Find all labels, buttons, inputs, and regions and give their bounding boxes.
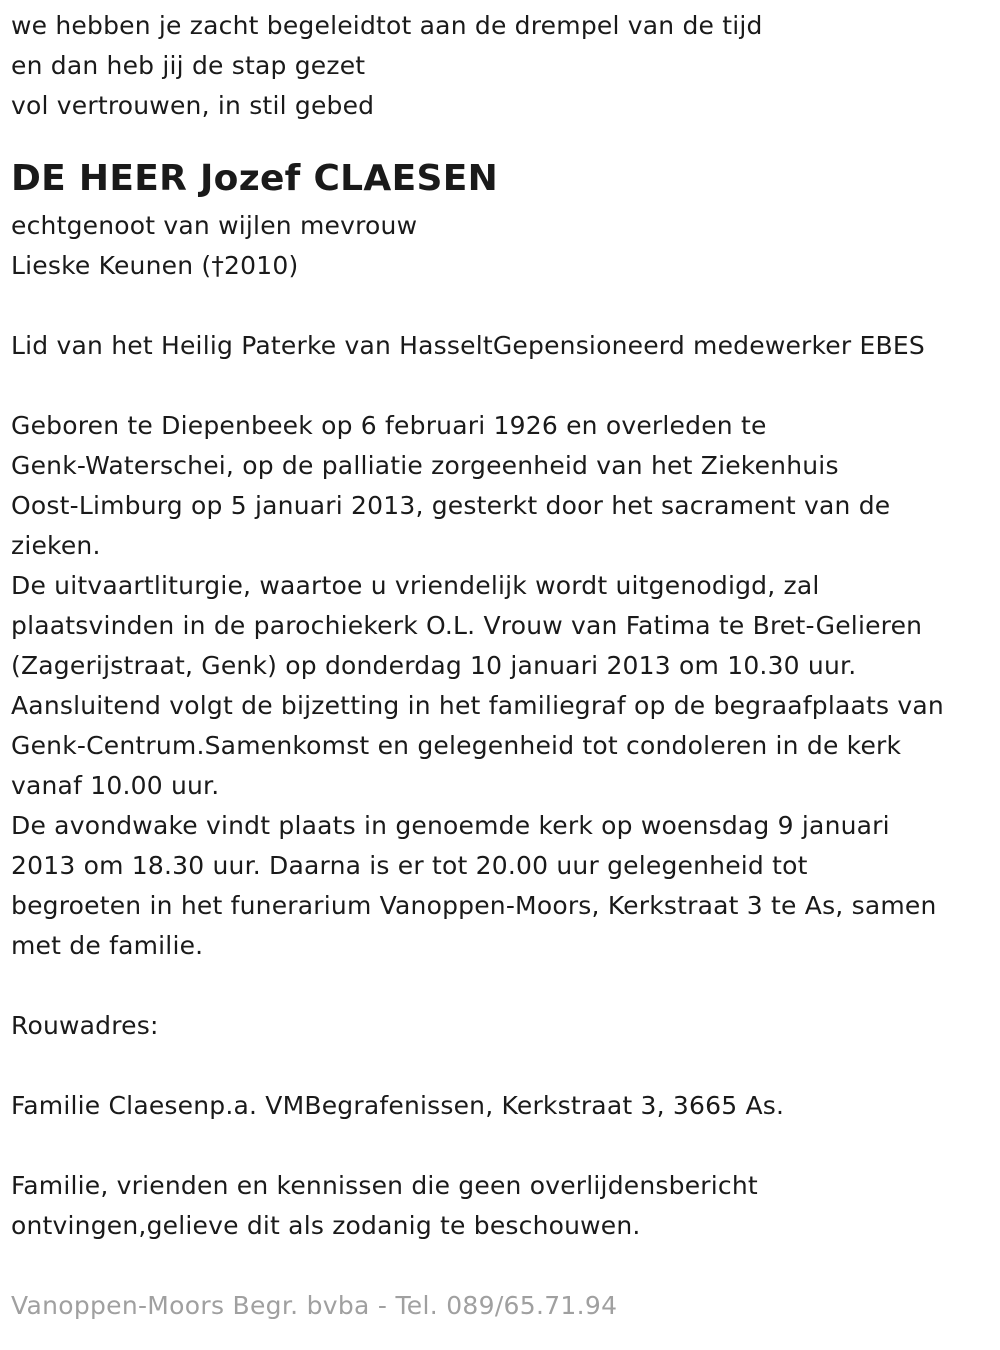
poem-line: we hebben je zacht begeleidtot aan de drempel van de tijd: [11, 11, 763, 40]
details-line: Oost-Limburg op 5 januari 2013, gesterkt door het sacrament van de: [11, 491, 891, 520]
address-label: Rouwadres:: [11, 1011, 159, 1040]
details-line: zieken.: [11, 531, 101, 560]
details-line: met de familie.: [11, 931, 204, 960]
poem: [11, 6, 996, 126]
poem-line: vol vertrouwen, in stil gebed: [11, 91, 375, 120]
details-line: begroeten in het funerarium Vanoppen-Moors, Kerkstraat 3 te As, samen: [11, 891, 937, 920]
poem-line: en dan heb jij de stap gezet: [11, 51, 366, 80]
mourning-address: Familie Claesenp.a. VMBegrafenissen, Kerkstraat 3, 3665 As.: [11, 1091, 785, 1120]
spouse-line: echtgenoot van wijlen mevrouw: [11, 211, 418, 240]
details-line: De uitvaartliturgie, waartoe u vriendelijk wordt uitgenodigd, zal: [11, 571, 820, 600]
notice-paragraph: [11, 1166, 996, 1246]
details-line: Aansluitend volgt de bijzetting in het familiegraf op de begraafplaats van: [11, 691, 944, 720]
notice-line: ontvingen,gelieve dit als zodanig te beschouwen.: [11, 1211, 641, 1240]
details-line: 2013 om 18.30 uur. Daarna is er tot 20.00 uur gelegenheid tot: [11, 851, 808, 880]
funeral-home-footer: Vanoppen-Moors Begr. bvba - Tel. 089/65.71.94: [11, 1291, 618, 1320]
details-paragraph: [11, 406, 996, 966]
details-line: Geboren te Diepenbeek op 6 februari 1926 en overleden te: [11, 411, 767, 440]
details-line: plaatsvinden in de parochiekerk O.L. Vrouw van Fatima te Bret-Gelieren: [11, 611, 923, 640]
deceased-name: DE HEER Jozef CLAESEN: [11, 158, 499, 199]
details-line: (Zagerijstraat, Genk) op donderdag 10 januari 2013 om 10.30 uur.: [11, 651, 857, 680]
obituary-document: [11, 6, 996, 1326]
spouse-name-line: Lieske Keunen (†2010): [11, 251, 299, 280]
membership-line: Lid van het Heilig Paterke van HasseltGepensioneerd medewerker EBES: [11, 331, 925, 360]
details-line: vanaf 10.00 uur.: [11, 771, 220, 800]
details-line: Genk-Centrum.Samenkomst en gelegenheid tot condoleren in de kerk: [11, 731, 902, 760]
notice-line: Familie, vrienden en kennissen die geen overlijdensbericht: [11, 1171, 758, 1200]
details-line: De avondwake vindt plaats in genoemde kerk op woensdag 9 januari: [11, 811, 890, 840]
details-line: Genk-Waterschei, op de palliatie zorgeenheid van het Ziekenhuis: [11, 451, 839, 480]
